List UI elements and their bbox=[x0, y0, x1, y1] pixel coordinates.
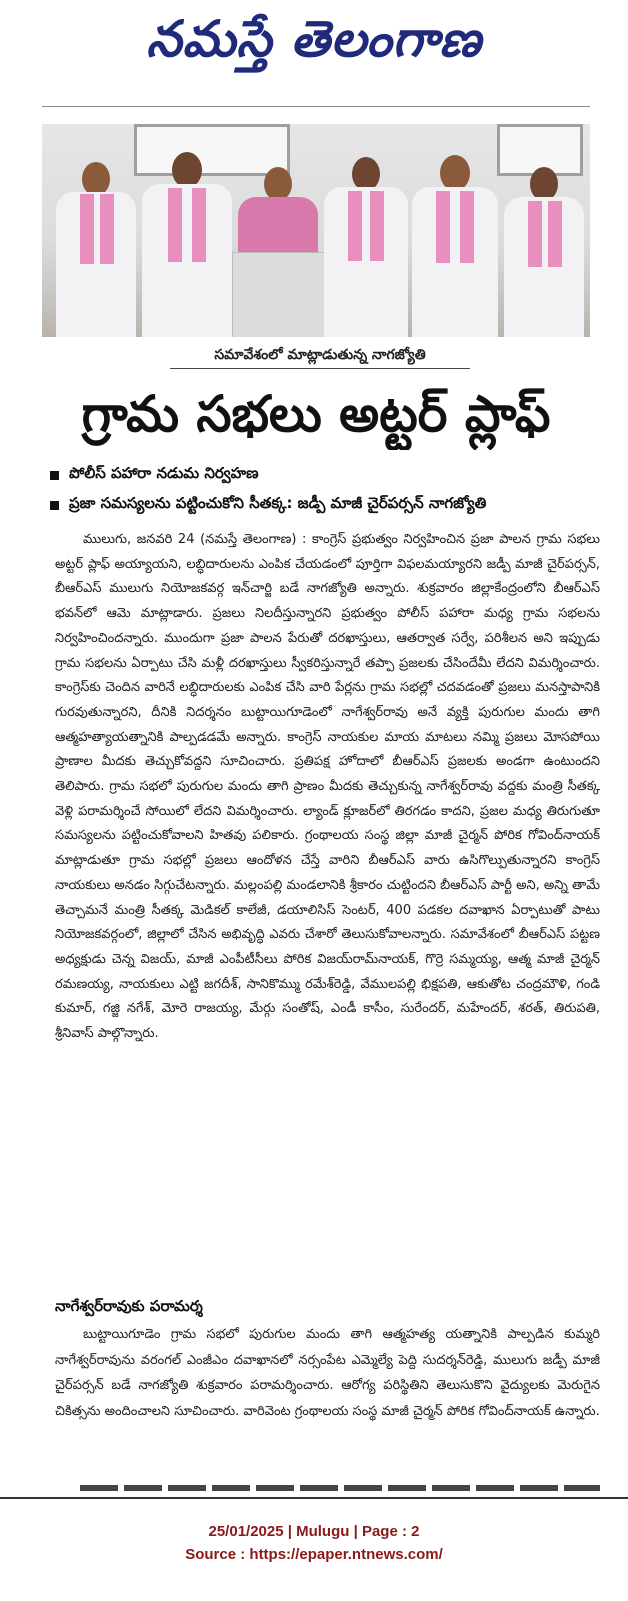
bullet-text: పోలీస్‌ పహారా నడుమ నిర్వహణ bbox=[69, 464, 259, 482]
bullet-square-icon bbox=[50, 471, 59, 480]
article-body: ములుగు, జనవరి 24 (నమస్తే తెలంగాణ) : కాంగ్రెస్‌ ప్రభుత్వం నిర్వహించిన ప్రజా పాలన గ్రామ సభలు అట్టర్‌ ప్లాఫ్‌ అయ్యాయని, లబ్ధిదారులను ఎంపిక చేయడంలో పూర్తిగా విఫలమయ్యారని జడ్పీ మాజీ చైర్‌పర్సన్‌, బీఆర్‌ఎస్‌ ములుగు నియోజకవర్గ ఇన్‌చార్జి బడే నాగజ్యోతి అన్నారు. శుక్రవారం జిల్లాకేంద్రంలోని బీఆర్‌ఎస్‌ భవన్‌లో ఆమె మాట్లాడారు. ప్రజలు నిలదీస్తున్నారని ప్రభుత్వం పోలీస్‌ పహారా మధ్య గ్రామ సభలను నిర్వహించిందన్నారు. ముందుగా ప్రజా పాలన పేరుతో దరఖాస్తులు, ఆతర్వాత సర్వే, పరిశీలన అని ఇప్పుడు గ్రామ సభలను ఏర్పాటు చేసి మళ్లీ దరఖాస్తులు స్వీకరిస్తున్నారే తప్పా ప్రజలకు చేసిందేమీ లేదని విమర్శించారు. కాంగ్రెస్‌కు చెందిన వారినే లబ్ధిదారులకు ఎంపిక చేసి వారి పేర్లను గ్రామ సభల్లో చదవడంతో ప్రజలు మనస్తాపానికి గురవుతున్నారని, దీనికి నిదర్శనం బుట్టాయిగూడెంలో నాగేశ్వర్‌రావు అనే వ్యక్తి పురుగుల మందు తాగి ఆత్మహత్యాయత్నానికి పాల్పడడమే అన్నారు. కాంగ్రెస్‌ నాయకుల మాయ మాటలు నమ్మి ప్రజలు మోసపోయి ప్రాణాల మీదకు తెచ్చుకోవద్దని సూచించారు. ప్రతిపక్ష హోదాలో బీఆర్‌ఎస్‌ ప్రజలకు అండగా ఉంటుందని తెలిపారు. గ్రామ సభలో పురుగుల మందు తాగి ప్రాణం మీదకు తెచ్చుకున్న నాగేశ్వర్‌రావు వద్దకు మంత్రి సీతక్క వెళ్లి పరామర్శించే సోయిలో లేదని విమర్శించారు. ల్యాండ్‌ క్లూజర్‌లో తిరగడం కాదని, ప్రజల మధ్య తిరుగుతూ సమస్యలను పట్టించుకోవాలని హితవు పలికారు. గ్రంథాలయ సంస్థ జిల్లా మాజీ చైర్మన్‌ పోరిక గోవింద్‌నాయక్‌ మాట్లాడుతూ గ్రామ సభల్లో ప్రజలు ఆందోళన చేస్తే వారిని బీఆర్‌ఎస్‌ వారు ఉసిగొల్పుతున్నారని కాంగ్రెస్‌ నాయకులు అనడం సిగ్గుచేటన్నారు. మల్లంపల్లి మండలానికి శ్రీకారం చుట్టిందని బీఆర్‌ఎస్‌ పార్టీ అని, అన్ని తామే తెచ్చామనే మంత్రి సీతక్క మెడికల్‌ కాలేజీ, డయాలిసిస్‌ సెంటర్‌, 400 పడకల దవాఖాన ఏర్పాటుతో పాటు నియోజకవర్గంలో, జిల్లాలో చేసిన అభివృద్ధి ఎవరు చేశారో తెలుసుకోవాలన్నారు. సమావేశంలో బీఆర్‌ఎస్‌ పట్టణ అధ్యక్షుడు చెన్న విజయ్‌, మాజీ ఎంపీటీసీలు పోరిక విజయ్‌రామ్‌నాయక్‌, గొర్రె సమ్మయ్య, ఆత్మ మాజీ చైర్మన్‌ రమణయ్య, నాయకులు ఎట్టి జగదీశ్‌, సానికొమ్ము రమేశ్‌రెడ్డి, వేములపల్లి భిక్షపతి, ఆకుతోట చంద్రమౌళి, గండి కుమార్‌, గజ్జి నగేశ్‌, మోరె రాజయ్య, మేర్గు సంతోష్‌, ఎండీ కాసీం, సురేందర్‌, మహేందర్‌, శరత్‌, తిరుపతి, శ్రీనివాస్‌ పాల్గొన్నారు. bbox=[55, 532, 600, 1042]
person bbox=[142, 152, 232, 337]
bullet-item bbox=[42, 460, 602, 490]
footer bbox=[0, 1520, 628, 1566]
masthead bbox=[0, 0, 628, 90]
bullet-list bbox=[42, 460, 602, 520]
photo-caption: సమావేశంలో మాట్లాడుతున్న నాగజ్యోతి bbox=[170, 342, 470, 369]
footer-date-page: 25/01/2025 | Mulugu | Page : 2 bbox=[208, 1523, 420, 1540]
bullet-square-icon bbox=[50, 501, 59, 510]
person bbox=[324, 157, 408, 337]
bullet-item bbox=[42, 490, 602, 520]
person bbox=[504, 167, 584, 337]
newspaper-logo: నమస్తే తెలంగాణ bbox=[146, 9, 482, 68]
bullet-text: ప్రజా సమస్యలను పట్టించుకోని సీతక్క: జడ్పీ మాజీ చైర్‌పర్సన్‌ నాగజ్యోతి bbox=[69, 494, 487, 512]
clipping-cut-line bbox=[80, 1485, 600, 1491]
header-divider bbox=[42, 106, 590, 107]
subheading: నాగేశ్వర్‌రావుకు పరామర్శ bbox=[55, 1297, 203, 1315]
person bbox=[56, 162, 136, 337]
footer-divider bbox=[0, 1497, 628, 1499]
footer-source-link: Source : https://epaper.ntnews.com/ bbox=[185, 1546, 443, 1563]
article-body-secondary: బుట్టాయిగూడెం గ్రామ సభలో పురుగుల మందు తాగి ఆత్మహత్య యత్నానికి పాల్పడిన కుమ్మరి నాగేశ్వర్‌రావును వరంగల్‌ ఎంజీఎం దవాఖానలో నర్సంపేట ఎమ్మెల్యే పెద్ది సుదర్శన్‌రెడ్డి, ములుగు జడ్పీ మాజీ చైర్‌పర్సన్‌ బడే నాగజ్యోతి శుక్రవారం పరామర్శించారు. ఆరోగ్య పరిస్థితిని తెలుసుకొని వైద్యులకు మెరుగైన చికిత్సను అందించాలని సూచించారు. వారివెంట గ్రంథాలయ సంస్థ మాజీ చైర్మన్‌ పోరిక గోవింద్‌నాయక్‌ ఉన్నారు. bbox=[55, 1327, 600, 1419]
news-photo bbox=[42, 124, 590, 337]
headline: గ్రామ సభలు అట్టర్‌ ప్లాఫ్‌ bbox=[81, 385, 551, 443]
person bbox=[412, 155, 498, 337]
